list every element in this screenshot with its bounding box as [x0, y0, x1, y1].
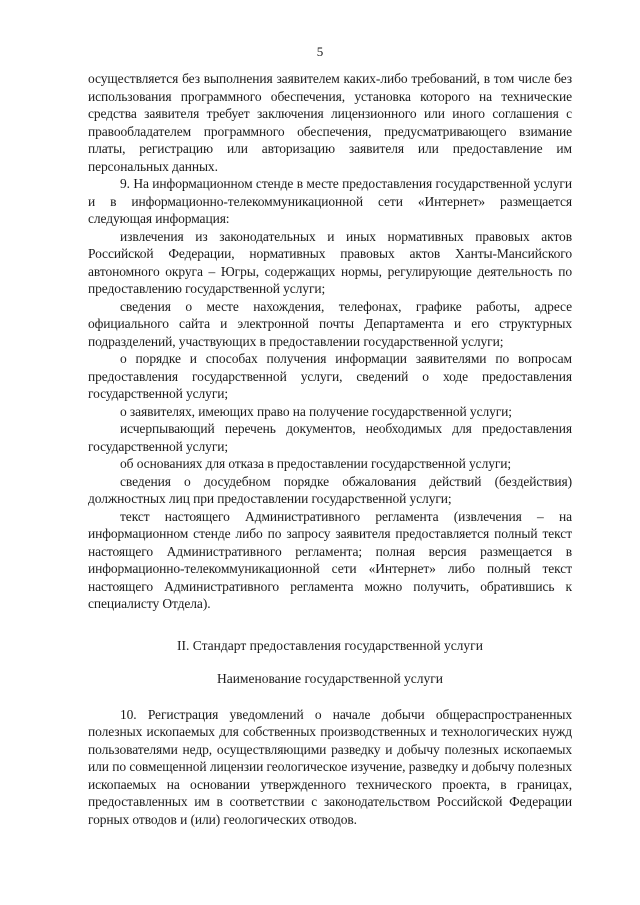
list-item-regulation-text: текст настоящего Административного регламента (извлечения – на информационном стенде либо по запросу заявителя предоставляется полный текст настоящего Административного регламента; полная версия размещается в информационно-телекоммуникационной сети «Интернет» либо полный текст настоящего Административного регламента можно получить, обратившись к специалисту Отдела). [88, 508, 572, 611]
section-heading: II. Стандарт предоставления государственной услуги [177, 637, 483, 653]
list-item-refusal-grounds: об основаниях для отказа в предоставлении государственной услуги; [120, 456, 512, 471]
list-item-location-info: сведения о месте нахождения, телефонах, графике работы, адресе официального сайта и электронной почты Департамента и его структурных подразделений, участвующих в предоставлении государственной услуги; [88, 298, 572, 349]
list-item-documents: исчерпывающий перечень документов, необходимых для предоставления государственной услуги; [88, 421, 572, 454]
list-item-applicants: о заявителях, имеющих право на получение государственной услуги; [120, 403, 512, 419]
list-item-appeal-procedure: сведения о досудебном порядке обжалования действий (бездействия) должностных лиц при предоставлении государственной услуги; [88, 473, 572, 506]
document-body [88, 70, 572, 828]
subsection-heading: Наименование государственной услуги [216, 671, 444, 686]
paragraph-continuation: осуществляется без выполнения заявителем каких-либо требований, в том числе без использования программного обеспечения, установка которого на технические средства заявителя требует заключения лицензионного или иного соглашения с правообладателем программного обеспечения, предусматривающего взимание платы, регистрацию или авторизацию заявителя или предоставление им персональных данных. [88, 71, 572, 174]
list-item-legal-extracts: извлечения из законодательных и иных нормативных правовых актов Российской Федерации, нормативных правовых актов Ханты-Мансийского автономного округа – Югры, содержащих нормы, регулирующие деятельность по предоставлению государственной услуги; [88, 228, 572, 296]
list-item-info-procedure: о порядке и способах получения информации заявителями по вопросам предоставления государственной услуги, сведений о ходе предоставления государственной услуги; [88, 351, 572, 401]
page-number: 5 [316, 44, 324, 59]
paragraph-10: 10. Регистрация уведомлений о начале добычи общераспространенных полезных ископаемых для собственных производственных и технологических нужд пользователями недр, осуществляющими разведку и добычу полезных ископаемых или по совмещенной лицензии геологическое изучение, разведку и добычу полезных ископаемых на основании утвержденного технического проекта, в границах, предоставленных им в соответствии с законодательством Российской Федерации горных отводов и (или) геологических отводов. [88, 706, 572, 827]
paragraph-9: 9. На информационном стенде в месте предоставления государственной услуги и в информационно-телекоммуникационной сети «Интернет» размещается следующая информация: [88, 176, 572, 226]
